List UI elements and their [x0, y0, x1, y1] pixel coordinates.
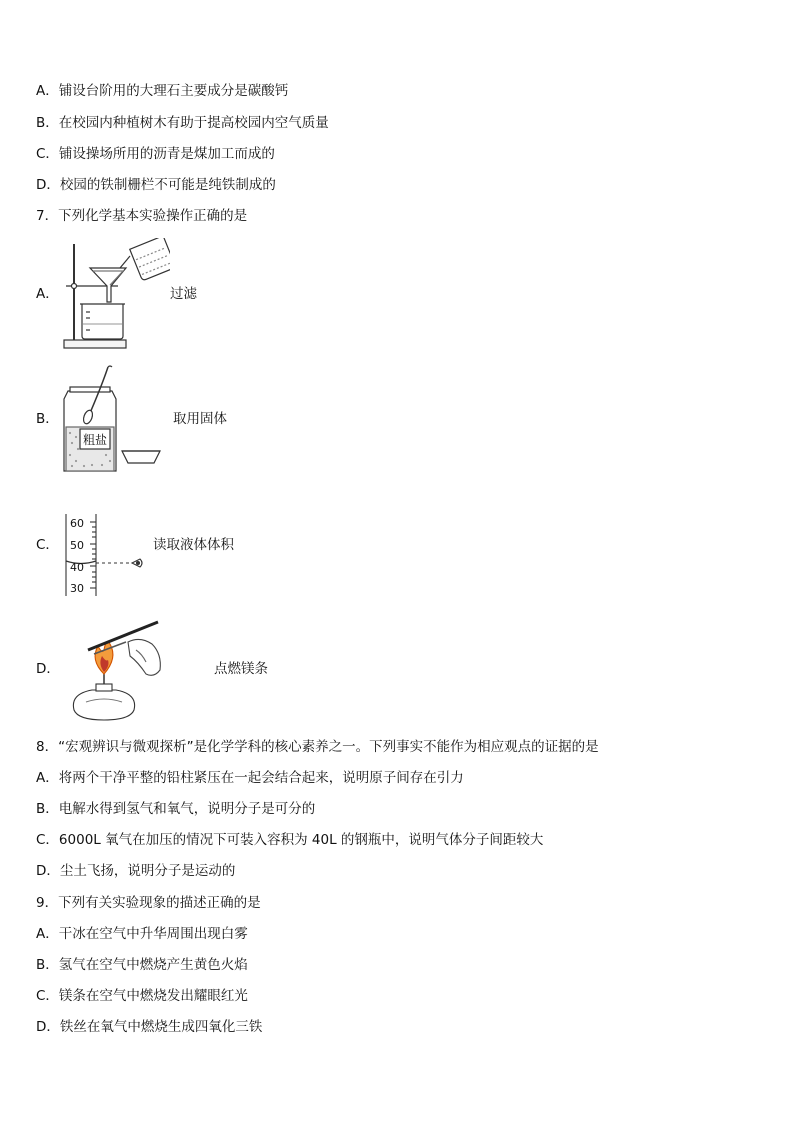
q8-option-c: C．6000L 氧气在加压的情况下可装入容积为 40L 的钢瓶中，说明气体分子间距较大 — [36, 832, 544, 848]
q7-option-a-label: A． — [36, 286, 59, 302]
alcohol-lamp-tongs-icon — [66, 614, 174, 726]
q6-option-c: C．铺设操场所用的沥青是煤加工而成的 — [36, 146, 275, 162]
q9-option-c: C．镁条在空气中燃烧发出耀眼红光 — [36, 988, 248, 1004]
scale-40: 40 — [70, 561, 84, 574]
q9-option-d: D．铁丝在氧气中燃烧生成四氧化三铁 — [36, 1019, 263, 1035]
q7-option-c-label: C． — [36, 537, 59, 553]
q7-option-a-caption: 过滤 — [170, 286, 197, 302]
graduated-cylinder-reading-icon — [60, 512, 155, 598]
q7-option-d-caption: 点燃镁条 — [214, 661, 268, 677]
q7-option-c-caption: 读取液体体积 — [153, 537, 234, 553]
q7-option-b-label: B． — [36, 411, 59, 427]
q6-option-d: D．校园的铁制栅栏不可能是纯铁制成的 — [36, 177, 276, 193]
q7-stem: 7．下列化学基本实验操作正确的是 — [36, 208, 248, 224]
bottle-label: 粗盐 — [83, 433, 108, 447]
q8-option-d: D．尘土飞扬，说明分子是运动的 — [36, 863, 236, 879]
q9-option-b: B．氢气在空气中燃烧产生黄色火焰 — [36, 957, 248, 973]
q8-option-b: B．电解水得到氢气和氧气，说明分子是可分的 — [36, 801, 316, 817]
q6-option-b: B．在校园内种植树木有助于提高校园内空气质量 — [36, 115, 329, 131]
scale-60: 60 — [70, 517, 84, 530]
reagent-bottle-spoon-icon — [62, 365, 167, 475]
scale-50: 50 — [70, 539, 84, 552]
q8-option-a: A．将两个干净平整的铅柱紧压在一起会结合起来，说明原子间存在引力 — [36, 770, 464, 786]
scale-30: 30 — [70, 582, 84, 595]
q9-option-a: A．干冰在空气中升华周围出现白雾 — [36, 926, 248, 942]
q9-stem: 9．下列有关实验现象的描述正确的是 — [36, 895, 261, 911]
filtration-apparatus-icon — [60, 238, 170, 353]
q8-stem: 8．“宏观辨识与微观探析”是化学学科的核心素养之一。下列事实不能作为相应观点的证据的是 — [36, 739, 599, 755]
q7-option-b-caption: 取用固体 — [173, 411, 227, 427]
q7-option-d-label: D． — [36, 661, 60, 677]
q6-option-a: A．铺设台阶用的大理石主要成分是碳酸钙 — [36, 83, 289, 99]
